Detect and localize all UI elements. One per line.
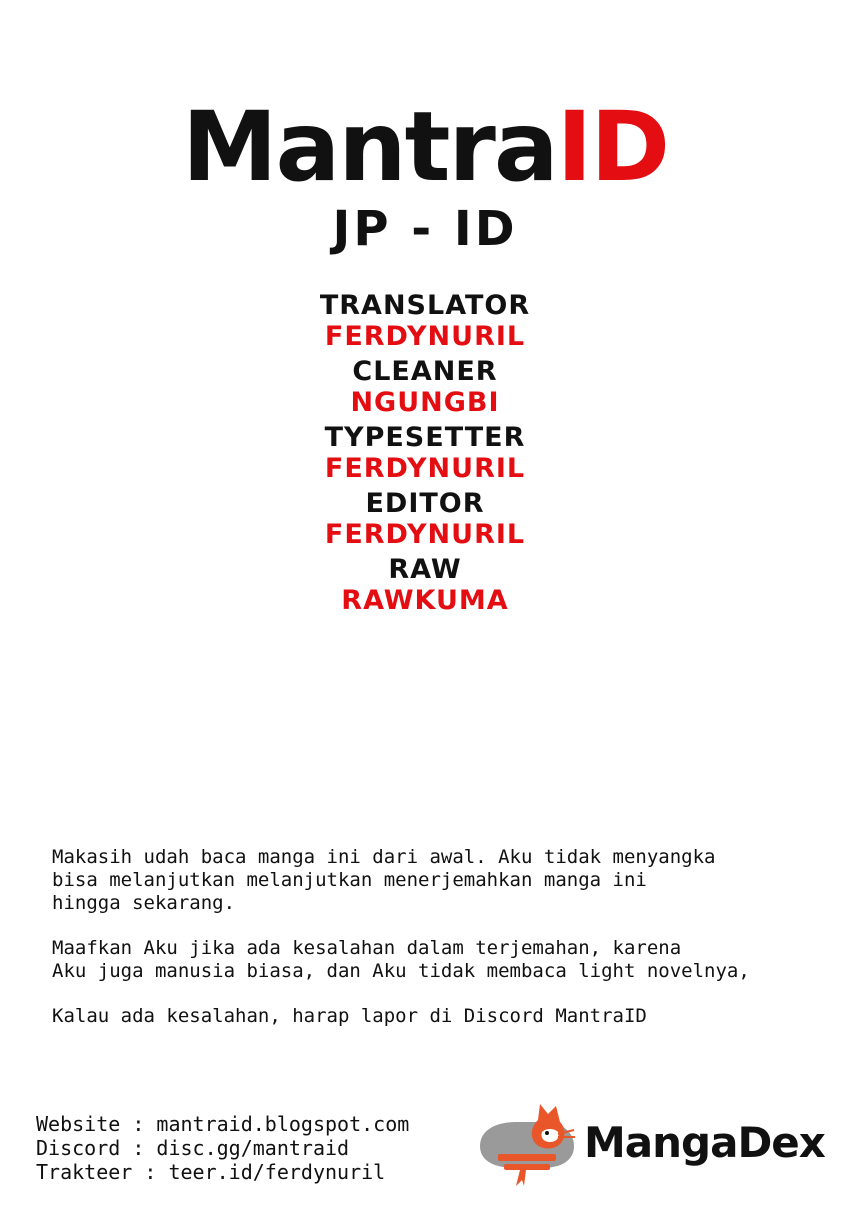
mangadex-brand [476,1100,836,1190]
mangadex-wordmark: MangaDex [584,1118,825,1167]
contact-links [36,1112,456,1184]
mangadex-cat-icon [476,1100,580,1190]
credit-name: RAWKUMA [341,585,509,616]
credit-name: FERDYNURIL [324,519,526,550]
credit-name: NGUNGBI [350,387,500,418]
credit-role: TYPESETTER [324,422,526,453]
trakteer-link[interactable]: Trakteer : teer.id/ferdynuril [36,1160,386,1184]
language-pair: JP - ID [332,201,518,257]
credit-name: FERDYNURIL [324,321,526,352]
thank-you-message [52,846,772,1050]
mantraid-logo [0,92,850,202]
credit-editor [0,488,850,550]
discord-link[interactable]: Discord : disc.gg/mantraid [36,1136,350,1160]
website-link[interactable]: Website : mantraid.blogspot.com [36,1112,410,1136]
credit-cleaner [0,356,850,418]
credit-raw [0,554,850,616]
credit-role: RAW [388,554,462,585]
credit-translator [0,290,850,352]
message-paragraph-report: Kalau ada kesalahan, harap lapor di Discord MantraID [52,1005,647,1027]
credit-role: CLEANER [352,356,498,387]
message-paragraph-apology: Maafkan Aku jika ada kesalahan dalam terjemahan, karena Aku juga manusia biasa, dan Aku tidak membaca light novelnya, [52,937,750,982]
credits-list [0,290,850,620]
credit-typesetter [0,422,850,484]
credit-role: EDITOR [365,488,485,519]
logo-text-mantra: Mantra [181,91,557,203]
message-paragraph-thanks: Makasih udah baca manga ini dari awal. Aku tidak menyangka bisa melanjutkan melanjutkan menerjemahkan manga ini hingga sekarang. [52,846,716,914]
logo-text-id: ID [556,91,669,203]
credit-role: TRANSLATOR [319,290,531,321]
credit-name: FERDYNURIL [324,453,526,484]
